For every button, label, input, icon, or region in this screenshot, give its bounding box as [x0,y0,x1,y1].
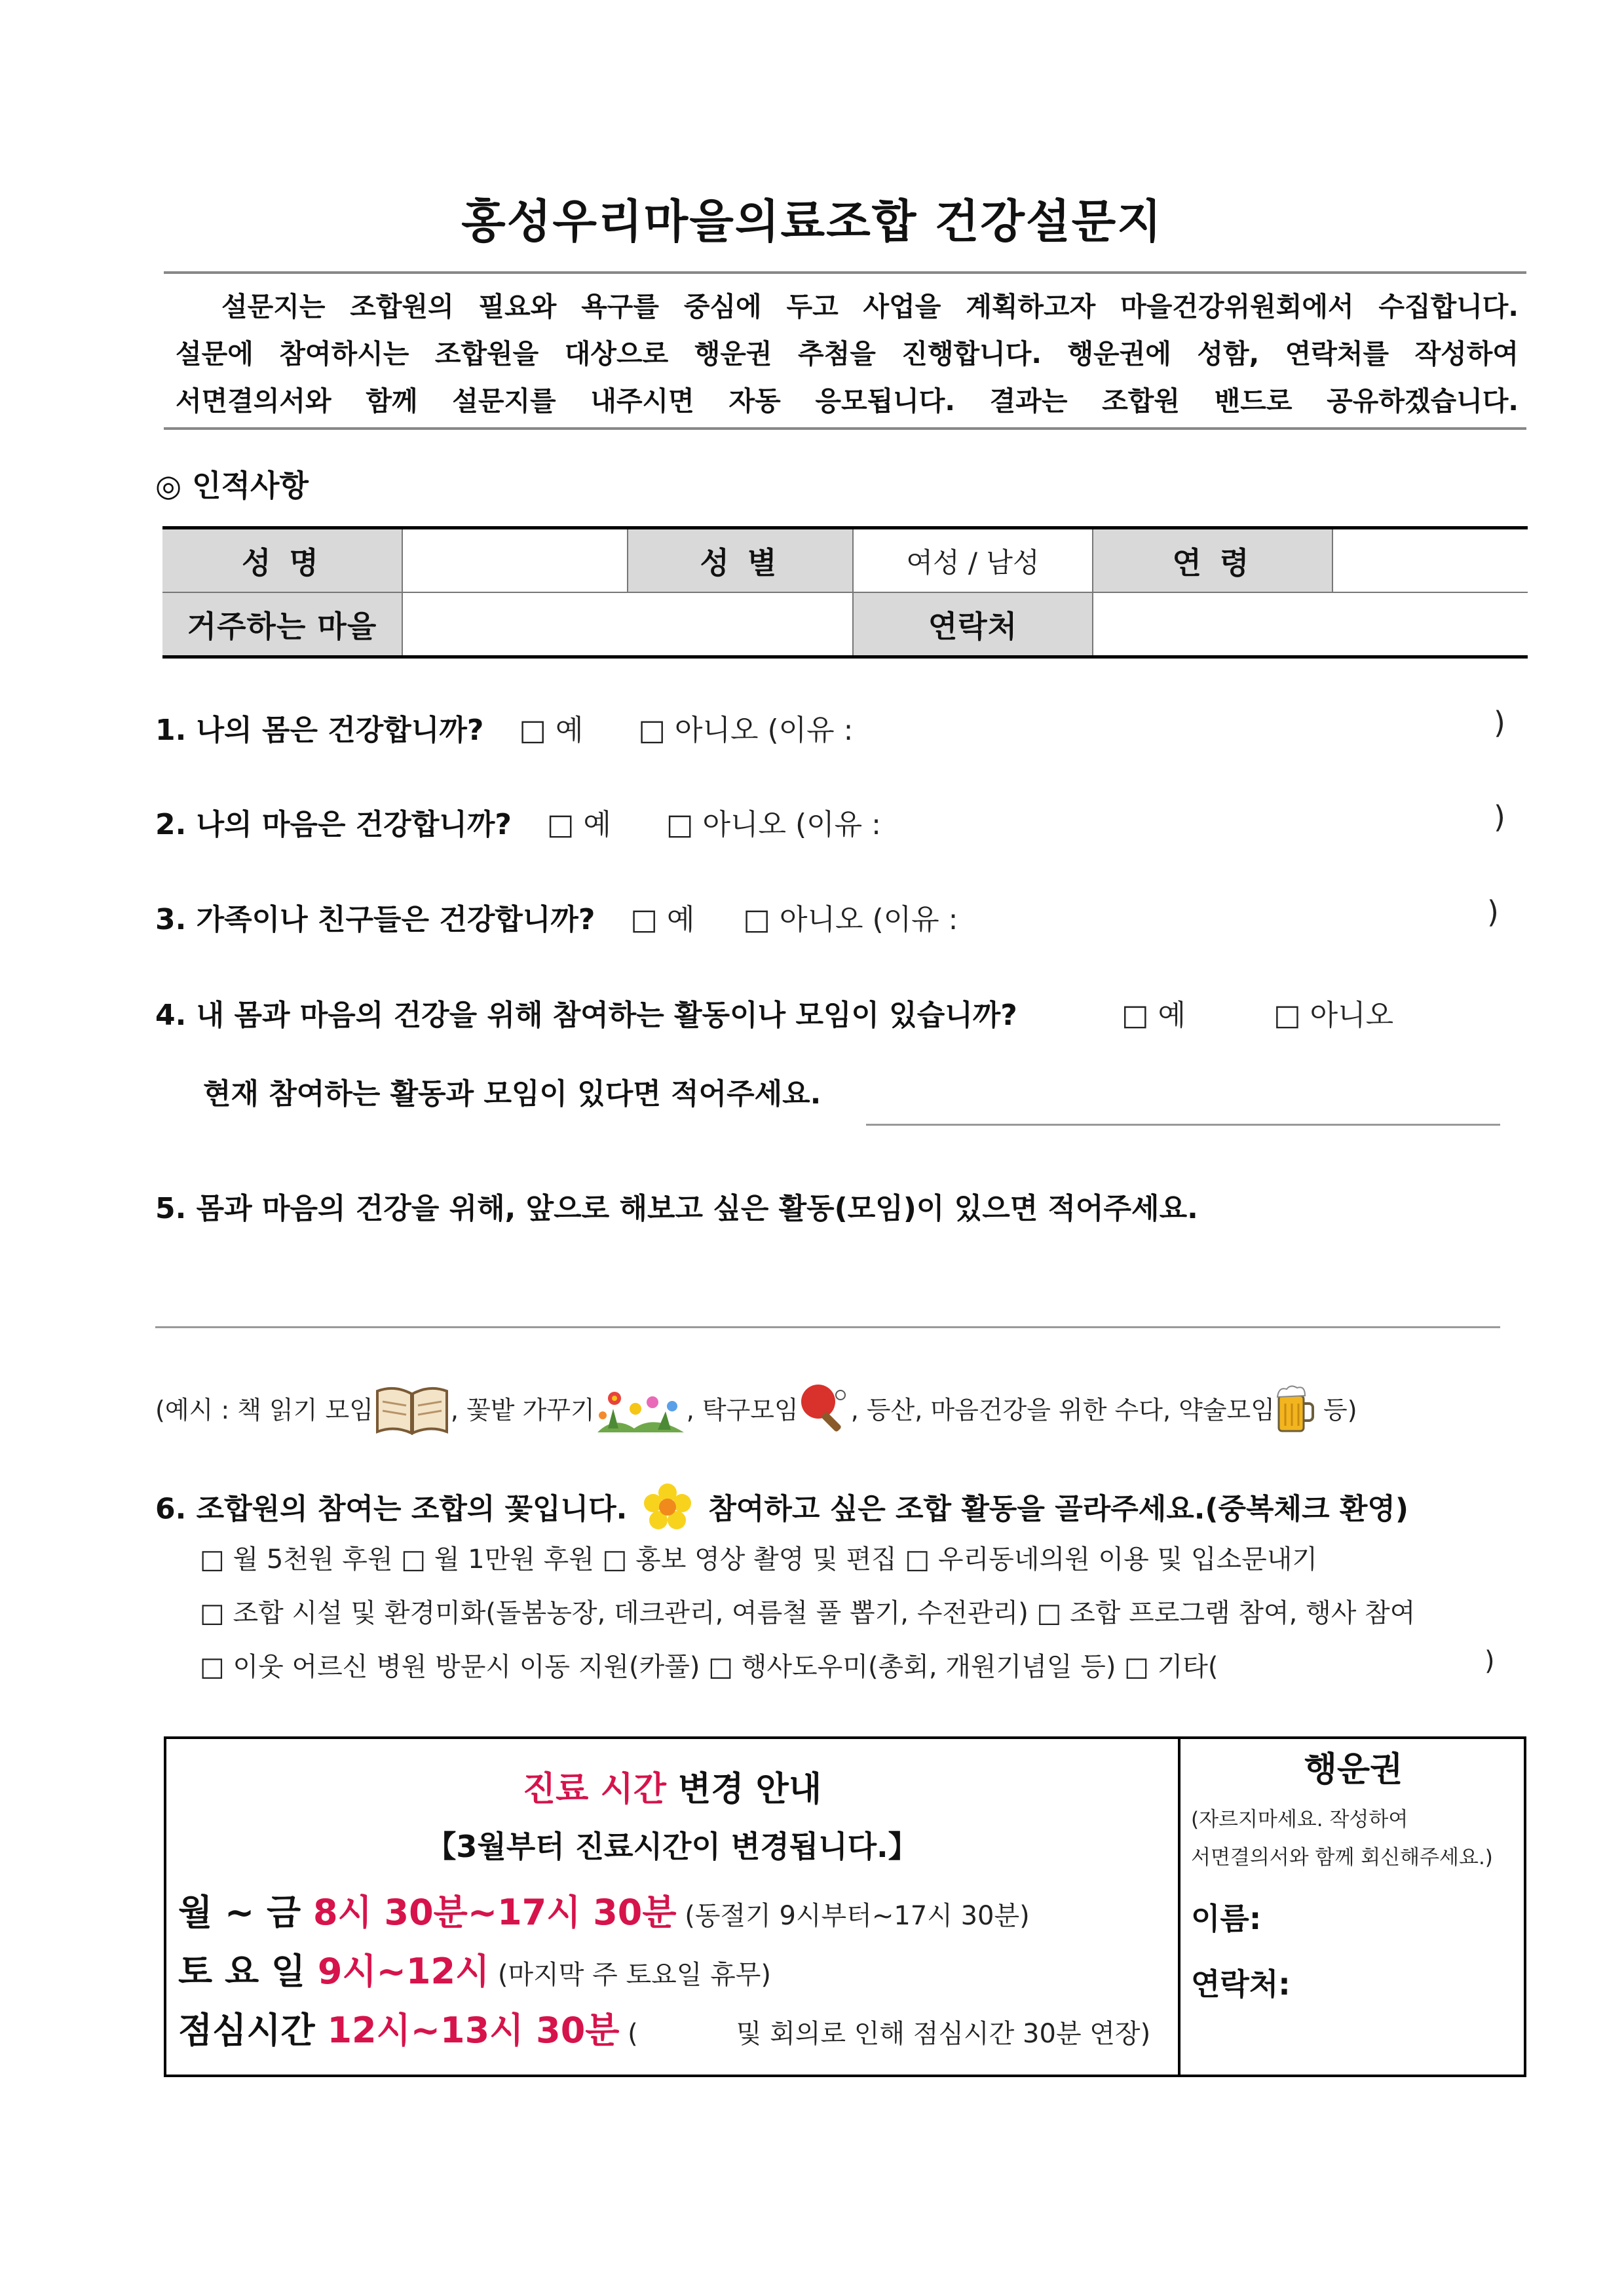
question-2 [155,801,881,843]
intro-line-3: 서면결의서와 함께 설문지를 내주시면 자동 응모됩니다. 결과는 조합원 밴드로 공유하겠습니다. [176,385,1519,417]
lunch-note-open: ( [619,2019,638,2049]
ping-pong-icon [799,1382,851,1442]
question-6 [155,1482,1408,1539]
question-2-text: 2. 나의 마음은 건강합니까? [155,808,512,841]
question-6-text-1: 6. 조합원의 참여는 조합의 꽃입니다. [155,1492,628,1526]
ticket-note [1191,1801,1493,1877]
q3-yes-checkbox[interactable]: □ 예 [630,903,695,936]
example-part-3: , 탁구모임 [686,1396,799,1425]
gender-label: 성 별 [628,528,853,593]
weekday-time: 8시 30분~17시 30분 [312,1892,677,1933]
notice-title-rest: 변경 안내 [666,1770,822,1809]
weekday-note: (동절기 9시부터~17시 30분) [676,1901,1030,1931]
intro-line-2: 설문에 참여하시는 조합원을 대상으로 행운권 추첨을 진행합니다. 행운권에 성함, 연락처를 작성하여 [176,338,1519,370]
saturday-time: 9시~12시 [317,1951,490,1992]
personal-info-table [162,526,1528,659]
intro-line-1: 설문지는 조합원의 필요와 욕구를 중심에 두고 사업을 계획하고자 마을건강위원회에서 수집합니다. [221,291,1519,322]
saturday-hours [178,1943,771,1994]
weekday-hours [178,1885,1030,1935]
example-part-1: (예시 : 책 읽기 모임 [155,1396,373,1425]
q6-options-row-3[interactable]: □ 이웃 어르신 병원 방문시 이동 지원(카풀) □ 행사도우미(총회, 개원기념일 등) □ 기타( [200,1652,1218,1682]
q4-subquestion-text: 현재 참여하는 활동과 모임이 있다면 적어주세요. [203,1077,821,1111]
q6-other-close-paren: ) [1484,1646,1495,1676]
saturday-note: (마지막 주 토요일 휴무) [489,1960,772,1990]
q2-no-checkbox[interactable]: □ 아니오 (이유 : [666,808,881,841]
question-4 [155,991,1017,1033]
book-icon [373,1379,451,1444]
q5-answer-line[interactable] [155,1326,1500,1328]
yellow-flower-icon [641,1482,694,1539]
ticket-note-line-1: (자르지마세요. 작성하여 [1191,1808,1408,1831]
question-1-text: 1. 나의 몸은 건강합니까? [155,714,484,747]
q4-answer-line[interactable] [866,1124,1500,1126]
q2-close-paren: ) [1494,799,1505,835]
lunch-note-rest: 및 회의로 인해 점심시간 30분 연장) [736,2019,1151,2049]
saturday-label: 토 요 일 [178,1951,318,1992]
village-label: 거주하는 마을 [162,592,402,657]
weekday-label: 월 ~ 금 [178,1892,313,1933]
age-field[interactable] [1332,528,1528,593]
question-1 [155,706,853,748]
lunch-hours [178,2002,1150,2053]
q4-yes-checkbox[interactable]: □ 예 [1122,999,1186,1032]
question-5 [155,1185,1198,1227]
name-label: 성 명 [162,528,402,593]
lunch-label: 점심시간 [178,2010,328,2051]
lunch-time: 12시~13시 30분 [327,2010,620,2051]
q4-options [1122,991,1393,1033]
example-part-5: 등) [1315,1396,1357,1425]
contact-label: 연락처 [853,592,1093,657]
intro-text [176,283,1519,425]
question-6-text-2: 참여하고 싶은 조합 활동을 골라주세요.(중복체크 환영) [708,1492,1408,1526]
flower-garden-icon [595,1383,687,1441]
intro-top-rule [164,271,1526,274]
age-label: 연 령 [1093,528,1332,593]
q1-close-paren: ) [1494,705,1505,740]
q1-no-checkbox[interactable]: □ 아니오 (이유 : [638,714,854,747]
gender-field[interactable]: 여성 / 남성 [853,528,1093,593]
q6-options-row-1[interactable]: □ 월 5천원 후원 □ 월 1만원 후원 □ 홍보 영상 촬영 및 편집 □ 우리동네의원 이용 및 입소문내기 [200,1544,1318,1575]
q1-yes-checkbox[interactable]: □ 예 [519,714,584,747]
question-3 [155,896,958,938]
ticket-title: 행운권 [1304,1750,1403,1789]
example-part-4: , 등산, 마음건강을 위한 수다, 약술모임 [850,1396,1275,1425]
example-part-2: , 꽃밭 가꾸기 [450,1396,595,1425]
q3-no-checkbox[interactable]: □ 아니오 (이유 : [743,903,958,936]
ticket-contact-field[interactable]: 연락처: [1191,1966,1291,2002]
q2-yes-checkbox[interactable]: □ 예 [546,808,611,841]
question-5-text: 5. 몸과 마음의 건강을 위해, 앞으로 해보고 싶은 활동(모임)이 있으면 적어주세요. [155,1192,1198,1225]
notice-subtitle: 【3월부터 진료시간이 변경됩니다.】 [426,1829,918,1864]
ticket-name-field[interactable]: 이름: [1191,1901,1262,1936]
ticket-note-line-2: 서면결의서와 함께 회신해주세요.) [1191,1846,1493,1869]
question-4-text: 4. 내 몸과 마음의 건강을 위해 참여하는 활동이나 모임이 있습니까? [155,999,1017,1032]
contact-field[interactable] [1093,592,1528,657]
page-title: 홍성우리마을의료조합 건강설문지 [461,195,1163,248]
intro-bottom-rule [164,427,1526,430]
example-line [155,1379,1357,1444]
personal-info-heading: ◎ 인적사항 [155,468,309,503]
q6-options-row-2[interactable]: □ 조합 시설 및 환경미화(돌봄농장, 데크관리, 여름철 풀 뽑기, 수전관리) □ 조합 프로그램 참여, 행사 참여 [200,1598,1416,1628]
question-3-text: 3. 가족이나 친구들은 건강합니까? [155,903,595,936]
beer-mug-icon [1275,1384,1315,1440]
name-field[interactable] [402,528,628,593]
q3-close-paren: ) [1487,894,1499,930]
notice-title [166,1761,1178,1810]
q4-no-checkbox[interactable]: □ 아니오 [1274,999,1394,1032]
q4-subquestion [203,1070,821,1112]
village-field[interactable] [402,592,853,657]
notice-title-highlight: 진료 시간 [522,1770,666,1809]
